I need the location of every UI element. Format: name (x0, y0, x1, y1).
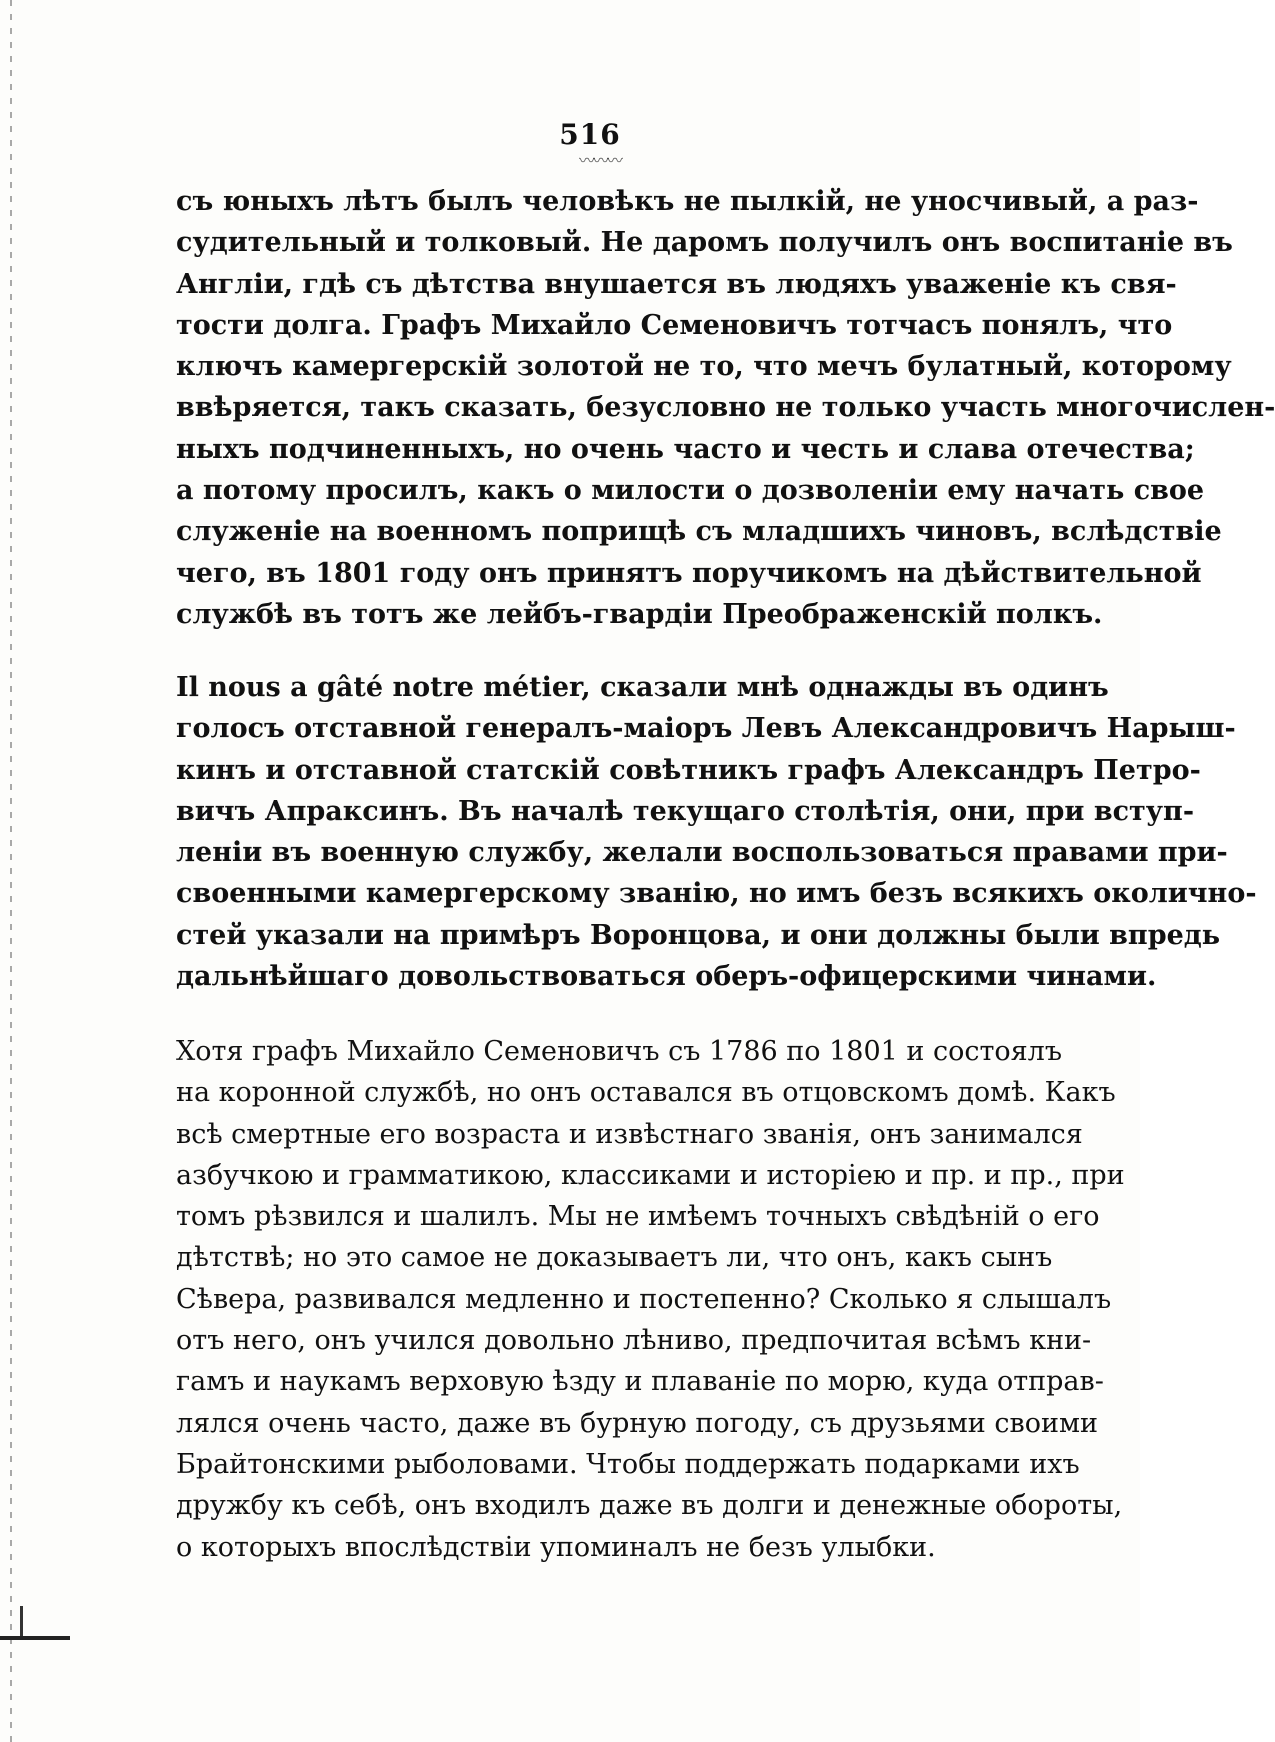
text-line: дальнѣйшаго довольствоваться оберъ-офицерскими чинами. (176, 961, 1157, 993)
text-line: чего, въ 1801 году онъ принятъ поручикомъ на дѣйствительной (176, 557, 1202, 589)
text-line: томъ рѣзвился и шалилъ. Мы не имѣемъ точныхъ свѣдѣній о его (176, 1201, 1100, 1233)
margin-rule (0, 1636, 70, 1640)
text-line: лялся очень часто, даже въ бурную погоду, съ друзьями своими (176, 1407, 1098, 1439)
text-line: дружбу къ себѣ, онъ входилъ даже въ долги и денежные обороты, (176, 1490, 1123, 1522)
text-line: дѣтствѣ; но это самое не доказываетъ ли, что онъ, какъ сынъ (176, 1242, 1053, 1274)
text-line: Брайтонскими рыболовами. Чтобы поддержать подарками ихъ (176, 1448, 1080, 1480)
paragraph-2 (176, 667, 1257, 997)
text-line: кинъ и отставной статскій совѣтникъ графъ Александръ Петро- (176, 754, 1201, 786)
text-line: на коронной службѣ, но онъ оставался въ отцовскомъ домѣ. Какъ (176, 1077, 1116, 1109)
text-line: а потому просилъ, какъ о милости о дозволеніи ему начать свое (176, 475, 1205, 507)
text-line: гамъ и наукамъ верховую ѣзду и плаваніе по морю, куда отправ- (176, 1366, 1104, 1398)
text-line: тости долга. Графъ Михайло Семеновичъ тотчасъ понялъ, что (176, 309, 1173, 341)
text-line: ключъ камергерскій золотой не то, что мечъ булатный, которому (176, 351, 1232, 383)
text-line: стей указали на примѣръ Воронцова, и они должны были впредь (176, 919, 1221, 951)
text-line: Англіи, гдѣ съ дѣтства внушается въ людяхъ уваженіе къ свя- (176, 268, 1177, 300)
margin-mark (20, 1606, 23, 1636)
text-line: Il nous a gâté notre métier, сказали мнѣ однажды въ одинъ (176, 672, 1109, 703)
text-line: съ юныхъ лѣтъ былъ человѣкъ не пылкій, не уносчивый, а раз- (176, 186, 1199, 217)
page-number-ornament: 〰〰〰 (578, 151, 621, 170)
text-line: Хотя графъ Михайло Семеновичъ съ 1786 по 1801 и состоялъ (176, 1036, 1063, 1067)
text-line: Сѣвера, развивался медленно и постепенно? Сколько я слышалъ (176, 1283, 1112, 1315)
text-line: ныхъ подчиненныхъ, но очень часто и честь и слава отечества; (176, 433, 1195, 465)
paragraph-3 (176, 1031, 1125, 1568)
page-number: 516 (559, 118, 621, 151)
text-line: службѣ въ тотъ же лейбъ-гвардіи Преображенскій полкъ. (176, 598, 1103, 630)
text-line: ввѣряется, такъ сказать, безусловно не только участь многочислен- (176, 392, 1275, 424)
text-line: о которыхъ впослѣдствіи упоминалъ не безъ улыбки. (176, 1531, 936, 1563)
text-line: судительный и толковый. Не даромъ получилъ онъ воспитаніе въ (176, 227, 1233, 259)
page-binding-edge (10, 0, 12, 1742)
text-line: вичъ Апраксинъ. Въ началѣ текущаго столѣтія, они, при вступ- (176, 795, 1195, 827)
paragraph-1 (176, 181, 1275, 635)
text-line: голосъ отставной генералъ-маіоръ Левъ Александровичъ Нарыш- (176, 713, 1236, 745)
text-line: служеніе на военномъ поприщѣ съ младшихъ чиновъ, вслѣдствіе (176, 516, 1222, 548)
text-line: всѣ смертные его возраста и извѣстнаго званія, онъ занимался (176, 1118, 1083, 1150)
text-line: азбучкою и грамматикою, классиками и исторіею и пр. и пр., при (176, 1159, 1125, 1191)
text-line: своенными камергерскому званію, но имъ безъ всякихъ околично- (176, 878, 1257, 910)
text-line: отъ него, онъ учился довольно лѣниво, предпочитая всѣмъ кни- (176, 1325, 1092, 1357)
text-line: леніи въ военную службу, желали воспользоваться правами при- (176, 837, 1228, 869)
